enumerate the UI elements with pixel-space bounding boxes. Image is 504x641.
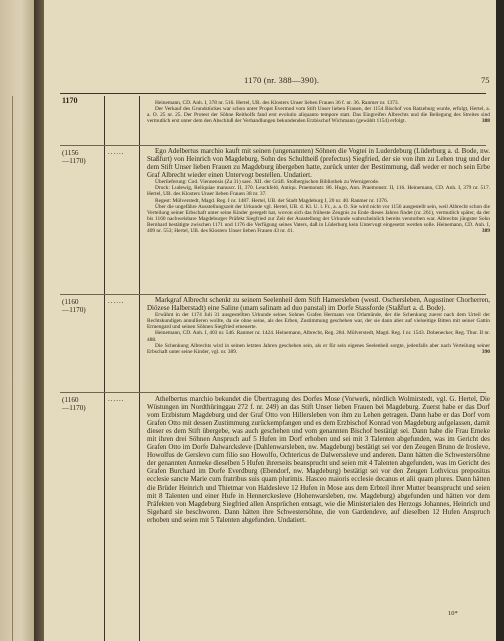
- book-page: [44, 0, 496, 641]
- entry-389: [147, 147, 490, 234]
- entry-389-summary: Ego Adelbertus marchio kauft mit seinen (ungenannten) Söhnen die Vogtei in Luderdeburg (Lüderburg a. d. Bode, nw. Staßfurt) von Heinrich von Magdeburg, Sohn des Schultheiß (prefectus) Siegfried, der sie von ihm zu Lehen trug und der dem Stift Unser lieben Frauen zu Magdeburg übergeben hatte, zurück unter der Bestimmung, daß weder er noch sein Erbe Graf Albrecht wieder einen Untervogt bestellen. Undatiert.: [147, 147, 490, 180]
- entry-390-summary: Markgraf Albrecht schenkt zu seinem Seelenheil dem Stift Hamersleben (westl. Oschersleben, Augustiner Chorherren, Diözese Halberstadt) eine Saline (unam salinam ad duo panstal) im Dorfe Stassforde (Staßfurt a. d. Bode).: [147, 296, 490, 313]
- entry-389-note: Regest: Mülverstedt, Magd. Reg. I nr. 1487. Hertel, UB. der Stadt Magdeburg I, 20 nr. 40. Ranmer nr. 1376.: [155, 197, 389, 204]
- left-page-edge: [0, 0, 34, 641]
- entry-390: [147, 296, 490, 355]
- entry-divider: [60, 392, 486, 393]
- entry-year: 1170: [62, 96, 78, 105]
- entry-390-note: Die Schenkung Albrechts wird in seinen letzten Jahren geschehen sein, als er für sein eigenes Seelenheil sorgte, jedenfalls aber nach Verteilung seiner Erbschaft unter seine Kinder, vgl. nr. 389. 390: [147, 342, 490, 355]
- entry-388-note: Heinemann, CD. Anh. I, 378 nr. 516. Hertel, UB. des Klosters Unser lieben Frauen 36 f. nr. 36. Ranmer nr. 1373.: [155, 100, 399, 106]
- entry-391: [147, 395, 490, 524]
- entry-year: (1160 —1170): [62, 396, 86, 413]
- entry-number: 389: [481, 228, 490, 235]
- entry-divider: [60, 294, 486, 295]
- entry-dots: ......: [108, 297, 125, 305]
- entry-388-text: Der Verkauf des Grundstückes war schon unter Propst Evermod vom Stift Unser lieben Frauen, der 1154 Bischof von Ratzeburg wurde, erfolgt, Hertel, a. a. O. 25 nr. 25. Der Protest der Söhne Reitholfs fand erst evolutio aliquanto tempore statt. Das Eingreifen Albrechts und die Beilegung des Streites sind vermutlich erst unter dem den Abschluß der Verhandlungen bekundenden Erzbischof Wichmann (gewählt 1154) erfolgt.: [147, 106, 490, 125]
- year-column-rule: [104, 96, 105, 641]
- entry-dots: ......: [108, 395, 125, 403]
- right-background: [496, 0, 504, 641]
- entry-390-note: Heinemann, CD. Anh. I, 403 nr. 546. Ranmer nr. 1424. Heinemann, Albrecht, Reg. 284. Mülverstedt, Magd. Reg. I nr. 1543. Dobenecker, Reg. Thur. II nr. 488.: [147, 330, 490, 343]
- page-number: 75: [481, 75, 490, 85]
- entry-divider: [60, 145, 486, 146]
- running-head: 1170 (nr. 388—390).: [244, 75, 320, 85]
- entry-dots: ......: [108, 148, 125, 156]
- left-page-rule: [12, 96, 13, 641]
- dots-column-rule: [139, 96, 140, 641]
- header-rule: [60, 93, 486, 94]
- entry-year: (1160 —1170): [62, 298, 86, 315]
- entry-388-note: [147, 106, 490, 124]
- entry-389-note: Über die ungefähre Ausstellungszeit der Urkunde vgl. Hertel, UB. d. Kl. U. l. Fr., a. a. O. Sie wird nicht vor 1156 ausgestellt sein, weil Albrecht schon die Verteilung seiner Erbschaft unter seine Kinder geregelt hat, wovon sich das früheste Zeugnis zu Ende dieses Jahres findet (nr. 261), vermutlich später, da der bis 1160 nachweisbare Magdeburger Präfekt Siegfried zur Zeit der Ausstellung der Urkunde wahrscheinlich bereits verstorben war. Albrechts jüngster Sohn Bernhard bestätigte zwischen 1171 und 1176 die Verfügung seines Vaters, daß in Lüderburg kein Untervogt eingesetzt werden solle. Heinemann, CD. Anh. I, 409 nr. 553; Hertel, UB. des Klosters Unser lieben Frauen 43 nr. 41. 389: [147, 203, 490, 235]
- entry-389-note: Druck: Ludewig, Reliquiae manuscr. II, 370. Leuckfeld, Antiqu. Praemonstr. 86. Hugo, Ann. Praemonstr. II, 116. Heinemann, CD. Anh. I, 379 nr. 517. Hertel, UB. des Klosters Unser lieben Frauen 38 nr. 37.: [147, 185, 490, 198]
- entry-391-summary: Athelbertus marchio bekundet die Übertragung des Dorfes Mose (Vorwerk, nördlich Wolmirstedt, vgl. G. Hertel, Die Wüstungen im Nordthüringgau 272 f. nr. 249) an das Stift Unser lieben Frauen bei Magdeburg. Zuerst habe er das Dorf vom Erzbistum Magdeburg und der Graf Otto von Hillersleben von ihm zu Lehen getragen. Dann habe er das Dorf vom Grafen Otto mit dessen Zustimmung zurückempfangen und es dem Erzbischof Konrad von Magdeburg aufgelassen, damit dieser es dem Stift übergebe, was auch geschehen und vom genannten Bischof bestätigt sei. Dann habe die Frau Emeke mit ihren drei Söhnen Anspruch auf 5 Hufen im Dorf erhoben und sei mit 3 Talenten abgefunden, was im Gericht des Grafen Otto im Dorfe Dalwarcksleve (Dahlenwarsleben, nw. Magdeburg) bestätigt sei vor den Zeugen Bruno de Irosleve, Howolfus de Gerslevo cum filio suo Howolfo, Ochtericus de Dalwerssleve und anderen. Dann hätten die Schwestersöhne der genannten Anmeke dieselben 5 Hufen ihrerseits beansprucht und seien mit 4 Talenten abgefunden, was im Gericht des Grafen Burchard im Dorfe Everdburg (Ebendorf, nw. Magdeburg) bestätigt sei vor den Zeugen Lothvicus prepositus ecclesie sancte Marie cum fratribus suis quam plurimis. Hasceo maioris ecclesie decanus et alii quam plures. Dann hätten die Brüder Heinrich und Thietmar von Haldesleve 12 Hufen in Mose aus dem Erbteil ihrer Mutter beansprucht und seien mit 8 Talenten und einer Hufe in Hennerckesleve (Hohenwarsleben, nw. Magdeburg) abgefunden und hätten vor dem Präfekten von Magdeburg Siegfried allen Ansprüchen entsagt, wie die Ministerialen des Herzogs Johannes, Heinrich und Sigehard sie beschworen. Dann hätten ihre Schwestersöhne, die von Gardendeve, auf dieselben 12 Hufen Anspruch erhoben und seien mit 5 Talenten abgefunden. Undatiert.: [147, 395, 490, 524]
- entry-389-note: Überlieferung: Cod. Viennensis (Za 31) saec. XII. der Gräfl. Stolbergischen Bibliothek zu Wernigerode.: [155, 179, 380, 186]
- entry-number: 388: [481, 118, 490, 125]
- entry-390-notes: [147, 312, 490, 355]
- signature-mark: 10*: [448, 610, 458, 617]
- entry-number: 390: [481, 348, 490, 355]
- book-gutter: [34, 0, 44, 641]
- entry-390-note: Erwähnt in der 1174 Juli 31 ausgestellten Urkunde seines Sohnes Grafen Hermann von Orlamünde, der die Schenkung zuerst nach dem Urteil der Rechtskundigen annullieren wollte, da sie ohne seine, als des Erben, Zustimmung geschehen war, der sie dann aber auf vielseitige Bitten mit seiner Gattin Ermengard und seinen Söhnen Siegfried erneuerte.: [147, 312, 490, 331]
- entry-389-notes: [147, 179, 490, 234]
- entry-year: (1156 —1170): [62, 149, 86, 166]
- entry-388-notes: [147, 100, 490, 125]
